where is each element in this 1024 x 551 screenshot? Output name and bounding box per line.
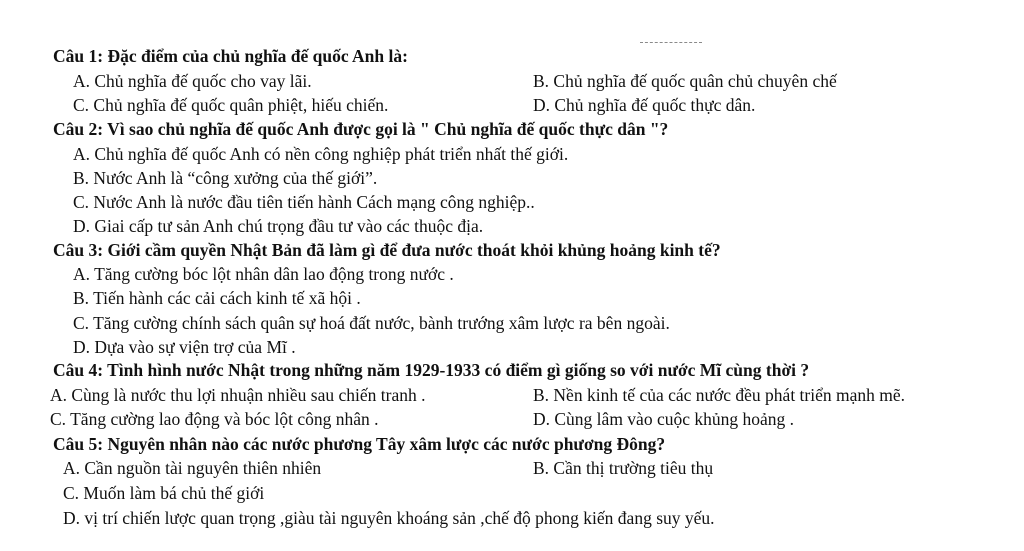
question-3-option-b: B. Tiến hành các cải cách kinh tế xã hội .: [73, 288, 361, 308]
question-1-option-d: D. Chủ nghĩa đế quốc thực dân.: [533, 95, 756, 115]
dashed-mark: [640, 42, 702, 43]
question-4-option-c: C. Tăng cường lao động và bóc lột công nhân .: [50, 409, 379, 429]
question-5-title: Câu 5: Nguyên nhân nào các nước phương Tây xâm lược các nước phương Đông?: [53, 434, 666, 454]
question-5-option-c: C. Muốn làm bá chủ thế giới: [63, 483, 265, 503]
question-3-title: Câu 3: Giới cầm quyền Nhật Bản đã làm gì để đưa nước thoát khỏi khủng hoảng kinh tế?: [53, 240, 721, 260]
question-2-option-c: C. Nước Anh là nước đầu tiên tiến hành Cách mạng công nghiệp..: [73, 192, 535, 212]
question-3-option-d: D. Dựa vào sự viện trợ của Mĩ .: [73, 337, 296, 357]
question-3-option-a: A. Tăng cường bóc lột nhân dân lao động trong nước .: [73, 264, 454, 284]
question-3-option-c: C. Tăng cường chính sách quân sự hoá đất nước, bành trướng xâm lược ra bên ngoài.: [73, 313, 670, 333]
question-2-option-d: D. Giai cấp tư sản Anh chú trọng đầu tư vào các thuộc địa.: [73, 216, 484, 236]
question-5-option-b: B. Cần thị trường tiêu thụ: [533, 458, 714, 478]
question-5-option-d: D. vị trí chiến lược quan trọng ,giàu tài nguyên khoáng sản ,chế độ phong kiến đang suy yếu.: [63, 508, 715, 528]
question-4-title: Câu 4: Tình hình nước Nhật trong những năm 1929-1933 có điểm gì giống so với nước Mĩ cùng thời ?: [53, 360, 810, 380]
question-4-option-b: B. Nền kinh tế của các nước đều phát triển mạnh mẽ.: [533, 385, 906, 405]
question-5-option-a: A. Cần nguồn tài nguyên thiên nhiên: [63, 458, 322, 478]
question-1-option-c: C. Chủ nghĩa đế quốc quân phiệt, hiếu chiến.: [73, 95, 389, 115]
question-2-title: Câu 2: Vì sao chủ nghĩa đế quốc Anh được gọi là " Chủ nghĩa đế quốc thực dân "?: [53, 119, 669, 139]
question-2-option-a: A. Chủ nghĩa đế quốc Anh có nền công nghiệp phát triển nhất thế giới.: [73, 144, 569, 164]
question-4-option-a: A. Cùng là nước thu lợi nhuận nhiều sau chiến tranh .: [50, 385, 426, 405]
question-2-option-b: B. Nước Anh là “công xưởng của thế giới”.: [73, 168, 378, 188]
question-1-option-a: A. Chủ nghĩa đế quốc cho vay lãi.: [73, 71, 312, 91]
question-1-option-b: B. Chủ nghĩa đế quốc quân chủ chuyên chế: [533, 71, 837, 91]
question-4-option-d: D. Cùng lâm vào cuộc khủng hoảng .: [533, 409, 794, 429]
question-1-title: Câu 1: Đặc điểm của chủ nghĩa đế quốc Anh là:: [53, 46, 408, 66]
